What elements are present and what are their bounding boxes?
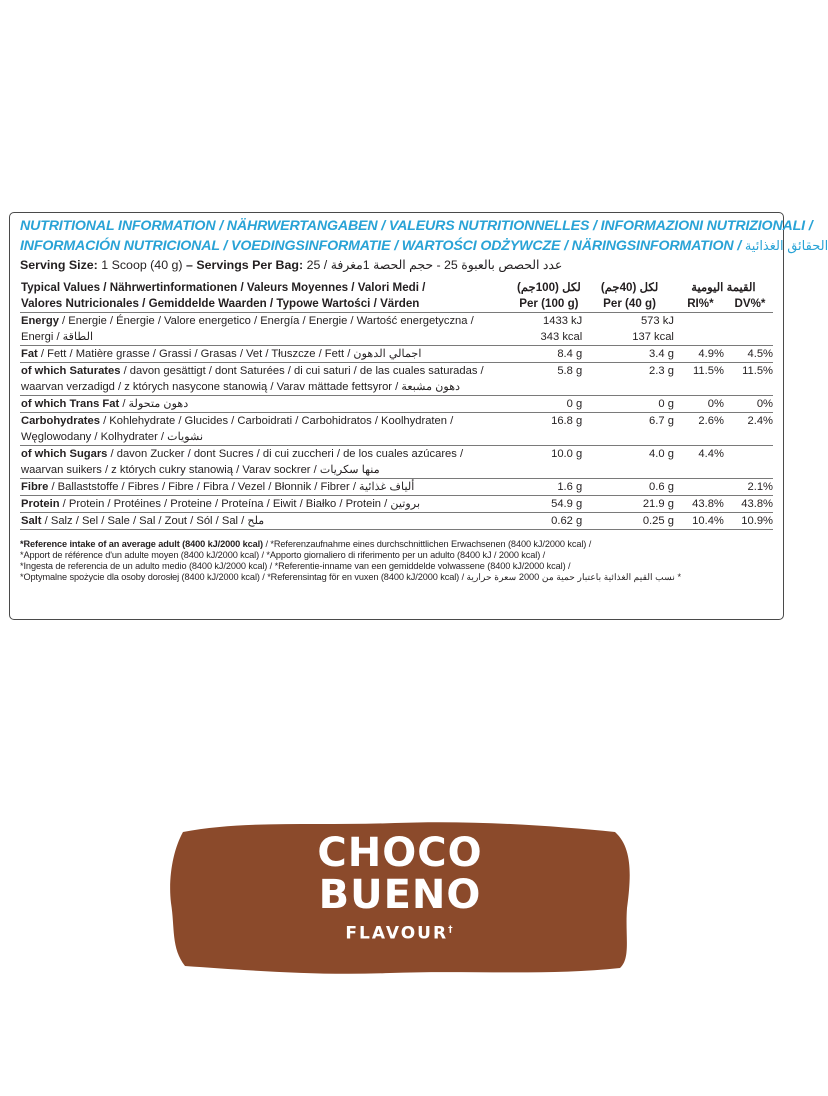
value-per-100g: 54.9 g (516, 496, 586, 513)
table-row (20, 496, 773, 513)
table-row (20, 513, 773, 530)
nutrient-name: Salt (21, 515, 42, 527)
value-ri: 0% (677, 396, 727, 413)
value-dv: 2.4% (727, 413, 773, 430)
flavour-name (165, 832, 635, 946)
title-line-2 (20, 236, 828, 256)
value-per-40g: 4.0 g (585, 446, 677, 463)
table-row-continued (20, 462, 773, 479)
value-per-40g-kcal (585, 462, 677, 479)
value-ri (677, 313, 727, 330)
nutrient-translations-line-2: waarvan suikers / z których cukry stanowią / Varav sockrer / منها سكريات (21, 464, 380, 476)
footnote-4: *Optymalne spożycie dla osoby dorosłej (8400 kJ/2000 kcal) / *Referensintag för en vuxen (8400 kJ/2000 kcal) / نسب القيم الغذائية باعتبار حمية من 2000 سعرة حرارية * (20, 571, 682, 582)
value-per-100g: 0.62 g (516, 513, 586, 530)
empty-cell (727, 462, 773, 479)
value-per-40g-kcal: 137 kcal (632, 331, 674, 343)
nutrient-label (20, 363, 516, 380)
footnote-3: *Ingesta de referencia de un adulto medio (8400 kJ/2000 kcal) / *Referentie-inname van een gemiddelde volwassene (8400 kJ/2000 kcal) / (20, 560, 571, 571)
header-ri: RI%* (687, 297, 714, 310)
value-per-100g-kcal (516, 379, 586, 396)
value-per-100g: 8.4 g (516, 346, 586, 363)
nutrient-translations-line-2: Energi / الطاقة (21, 331, 94, 343)
serving-size-value: 1 Scoop (40 g) (101, 258, 183, 272)
value-dv (727, 446, 773, 463)
table-row (20, 479, 773, 496)
value-per-100g-kcal (516, 462, 586, 479)
servings-per-bag-value: 25 / عدد الحصص بالعبوة 25 - حجم الحصة 1مغرفة (306, 258, 563, 272)
header-per100-ar: لكل (100جم) (516, 281, 581, 294)
nutrient-translations: / davon Zucker / dont Sucres / di cui zuccheri / de los cuales azúcares / (107, 448, 464, 460)
value-dv: 0% (727, 396, 773, 413)
value-ri: 43.8% (677, 496, 727, 513)
nutrient-name: Fibre (21, 481, 49, 493)
value-ri: 4.9% (677, 346, 727, 363)
value-dv: 11.5% (727, 363, 773, 380)
serving-info (20, 257, 773, 274)
nutrient-translations: / Energie / Énergie / Valore energetico / Energía / Energie / Wartość energetyczna / (58, 315, 474, 327)
flavour-line-1: CHOCO (317, 830, 483, 876)
title-line-2-text: INFORMACIÓN NUTRICIONAL / VOEDINGSINFORMATIE / WARTOŚCI ODŻYWCZE / NÄRINGSINFORMATION / (20, 238, 742, 254)
table-row-continued (20, 379, 773, 396)
value-per-100g-kcal: 343 kcal (540, 331, 583, 343)
value-ri: 4.4% (677, 446, 727, 463)
value-per-40g-kcal (585, 429, 677, 446)
value-ri (677, 479, 727, 496)
nutrient-label (20, 413, 516, 430)
footnotes (20, 539, 773, 583)
nutrient-name: Fat (21, 348, 38, 360)
table-row-continued (20, 329, 773, 346)
value-per-40g: 3.4 g (585, 346, 677, 363)
value-per-40g: 0 g (585, 396, 677, 413)
nutrient-translations: / Fett / Matière grasse / Grassi / Grasas / Vet / Tłuszcze / Fett / اجمالي الدهون (37, 348, 422, 360)
value-dv: 43.8% (727, 496, 773, 513)
value-dv: 10.9% (727, 513, 773, 530)
nutrient-name: of which Saturates (21, 365, 121, 377)
nutrient-translations-line-2: waarvan verzadigd / z których nasycone stanowią / Varav mättade fettsyror / دهون مشبعة (21, 381, 461, 393)
header-daily-ar: القيمة اليومية (691, 281, 756, 294)
empty-cell (677, 462, 727, 479)
nutrient-name: Carbohydrates (21, 415, 100, 427)
value-per-40g: 0.25 g (585, 513, 677, 530)
nutrient-translations: / davon gesättigt / dont Saturées / di cui saturi / de las cuales saturadas / (120, 365, 484, 377)
value-per-40g: 6.7 g (585, 413, 677, 430)
table-row (20, 413, 773, 430)
flavour-word: FLAVOUR (345, 923, 449, 944)
servings-per-bag-label: Servings Per Bag: (196, 258, 304, 272)
value-dv: 2.1% (727, 479, 773, 496)
value-per-100g: 10.0 g (516, 446, 586, 463)
nutrient-label (20, 313, 516, 330)
nutrient-translations-line-2: Węglowodany / Kolhydrater / نشويات (21, 431, 204, 443)
serving-sep: – (186, 258, 193, 272)
nutrient-name: Energy (21, 315, 59, 327)
nutrition-table (20, 280, 773, 536)
table-row (20, 346, 773, 363)
nutrient-label (20, 446, 516, 463)
serving-size-label: Serving Size: (20, 258, 98, 272)
value-dv: 4.5% (727, 346, 773, 363)
table-row (20, 446, 773, 463)
value-per-40g: 2.3 g (585, 363, 677, 380)
table-row (20, 313, 773, 330)
table-bottom-rule (20, 530, 773, 536)
nutrient-label (20, 513, 516, 530)
nutrient-translations: / Ballaststoffe / Fibres / Fibre / Fibra / Vezel / Błonnik / Fibrer / ألياف غذائية (48, 481, 415, 493)
value-per-100g-kcal (516, 429, 586, 446)
footnote-2: *Apport de référence d'un adulte moyen (8400 kJ/2000 kcal) / *Apporto giornaliero di riferimento per un adulto (8400 kJ / 2000 kcal) / (20, 549, 546, 560)
value-per-100g: 16.8 g (516, 413, 586, 430)
nutrient-label (20, 479, 516, 496)
header-dv: DV%* (734, 297, 766, 310)
title-arabic: الحقائق الغذائية (744, 238, 828, 253)
value-per-100g: 0 g (516, 396, 586, 413)
value-ri: 10.4% (677, 513, 727, 530)
panel-title (20, 217, 828, 256)
table-header-row (20, 280, 773, 296)
value-ri: 11.5% (677, 363, 727, 380)
footnote-1 (20, 539, 773, 550)
value-dv (727, 313, 773, 330)
flavour-line-2: BUENO (318, 872, 482, 918)
table-row-continued (20, 429, 773, 446)
value-per-100g: 5.8 g (516, 363, 586, 380)
header-per40: Per (40 g) (603, 297, 656, 310)
value-per-100g: 1.6 g (516, 479, 586, 496)
rule-cell (20, 530, 773, 536)
value-per-40g: 0.6 g (585, 479, 677, 496)
title-line-1: NUTRITIONAL INFORMATION / NÄHRWERTANGABEN / VALEURS NUTRITIONNELLES / INFORMAZIONI NUTRIZIONALI / (20, 218, 813, 234)
nutrient-translations: / دهون متحولة (119, 398, 189, 410)
header-label-1: Typical Values / Nährwertinformationen / Valeurs Moyennes / Valori Medi / (21, 281, 426, 294)
footnote-1-bold: *Reference intake of an average adult (8400 kJ/2000 kcal) (20, 538, 264, 549)
empty-cell (677, 429, 727, 446)
value-per-40g-kcal (585, 379, 677, 396)
table-row (20, 363, 773, 380)
value-per-40g: 21.9 g (585, 496, 677, 513)
nutrient-name: Protein (21, 498, 60, 510)
nutrient-name: of which Sugars (21, 448, 108, 460)
empty-cell (677, 329, 727, 346)
flavour-dagger: † (448, 925, 455, 935)
nutrient-translations: / Kohlehydrate / Glucides / Carboidrati / Carbohidratos / Koolhydraten / (99, 415, 454, 427)
footnote-1-rest: / *Referenzaufnahme eines durchschnittlichen Erwachsenen (8400 kJ/2000 kcal) / (263, 538, 592, 549)
empty-cell (727, 329, 773, 346)
flavour-badge (165, 818, 635, 978)
empty-cell (727, 379, 773, 396)
header-label-2: Valores Nutricionales / Gemiddelde Waarden / Typowe Wartości / Värden (21, 297, 420, 310)
header-per40-ar: لكل (40جم) (600, 281, 659, 294)
nutrient-translations: / Protein / Protéines / Proteine / Proteína / Eiwit / Białko / Protein / بروتين (59, 498, 421, 510)
nutrient-label (20, 496, 516, 513)
nutrition-panel (9, 212, 828, 620)
table-row (20, 396, 773, 413)
nutrient-label (20, 396, 516, 413)
table-header-row-2 (20, 296, 773, 313)
value-per-100g: 1433 kJ (516, 313, 586, 330)
value-per-40g: 573 kJ (585, 313, 677, 330)
value-ri: 2.6% (677, 413, 727, 430)
nutrient-translations: / Salz / Sel / Sale / Sal / Zout / Sól / Sal / ملح (41, 515, 265, 527)
empty-cell (727, 429, 773, 446)
flavour-line-3 (165, 918, 635, 946)
nutrient-label (20, 346, 516, 363)
header-per100: Per (100 g) (519, 297, 579, 310)
nutrient-name: of which Trans Fat (21, 398, 120, 410)
empty-cell (677, 379, 727, 396)
